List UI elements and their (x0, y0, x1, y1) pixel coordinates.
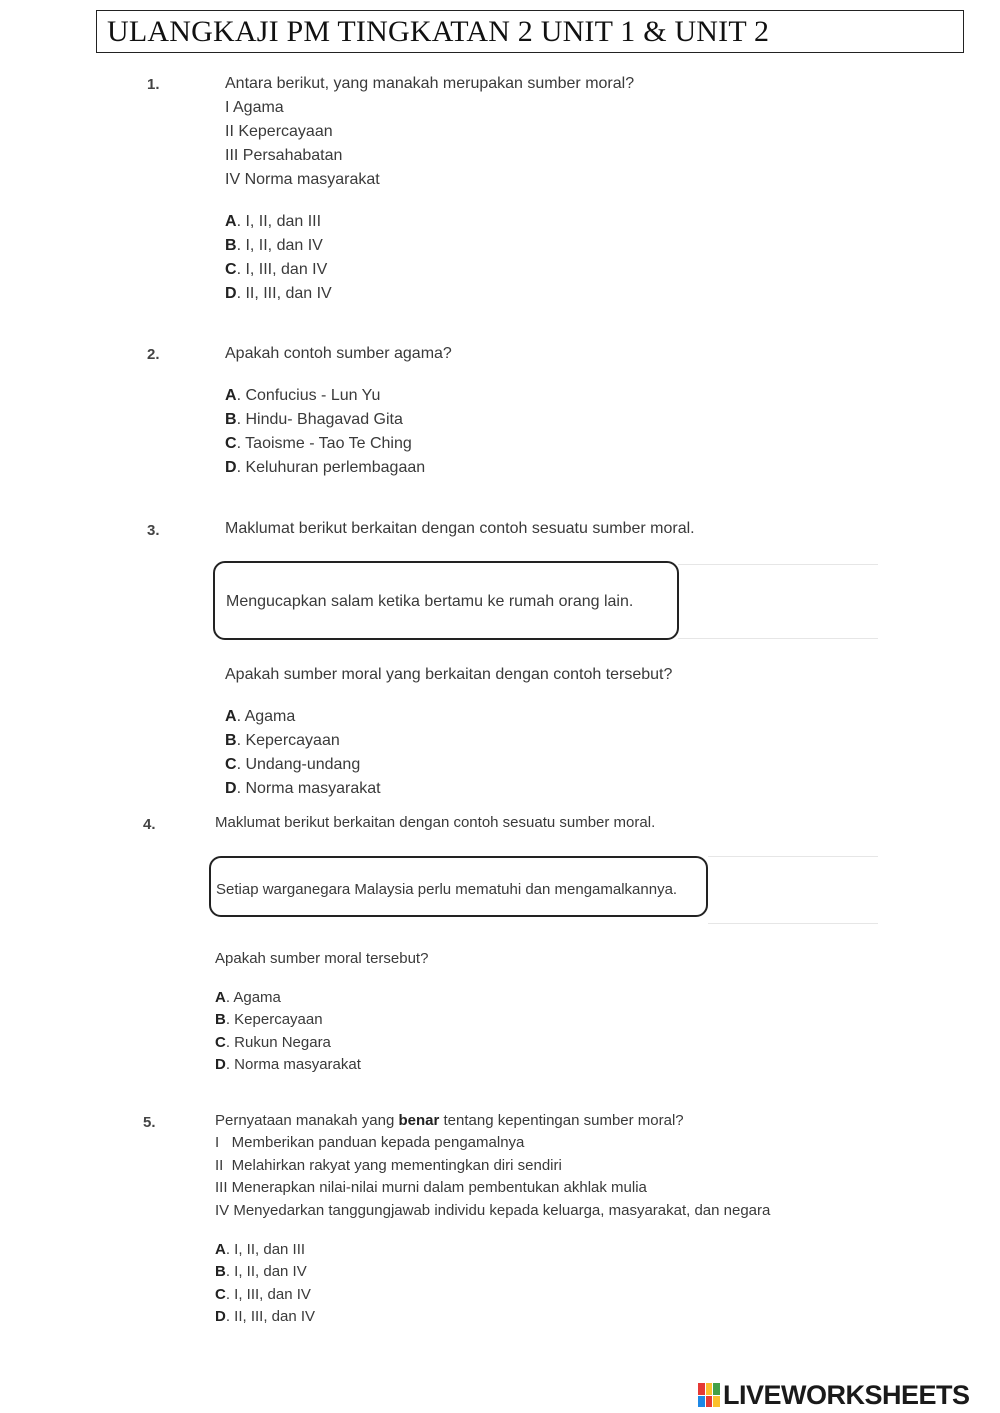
question-1-option-d[interactable]: D. II, III, dan IV (225, 285, 332, 302)
logo-square (706, 1396, 713, 1408)
info-box (213, 561, 679, 640)
question-1-statement: III Persahabatan (225, 147, 343, 164)
question-4-number: 4. (143, 816, 156, 833)
title-box (96, 10, 964, 53)
question-3-question: Apakah sumber moral yang berkaitan dengan contoh tersebut? (225, 666, 673, 683)
question-4-question: Apakah sumber moral tersebut? (215, 950, 429, 967)
question-5-option-a[interactable]: A. I, II, dan III (215, 1241, 306, 1258)
question-5-stem: Pernyataan manakah yang benar tentang kepentingan sumber moral? (215, 1112, 684, 1129)
question-5-statement: II Melahirkan rakyat yang mementingkan diri sendiri (215, 1157, 562, 1174)
question-5-statement: IV Menyedarkan tanggungjawab individu kepada keluarga, masyarakat, dan negara (215, 1202, 771, 1219)
logo-square (698, 1383, 705, 1395)
question-5-option-d[interactable]: D. II, III, dan IV (215, 1308, 316, 1325)
question-2-option-b[interactable]: B. Hindu- Bhagavad Gita (225, 411, 403, 428)
divider (708, 923, 878, 924)
question-5-number: 5. (143, 1114, 156, 1131)
logo-square (713, 1396, 720, 1408)
question-1-option-b[interactable]: B. I, II, dan IV (225, 237, 323, 254)
question-1-number: 1. (147, 76, 160, 93)
question-4-option-b[interactable]: B. Kepercayaan (215, 1011, 323, 1028)
question-1-statement: I Agama (225, 99, 284, 116)
liveworksheets-logo[interactable] (698, 1379, 970, 1411)
question-1-option-c[interactable]: C. I, III, dan IV (225, 261, 328, 278)
question-1-statement: II Kepercayaan (225, 123, 333, 140)
question-3-stem: Maklumat berikut berkaitan dengan contoh sesuatu sumber moral. (225, 520, 695, 537)
question-2-option-d[interactable]: D. Keluhuran perlembagaan (225, 459, 426, 476)
question-2-option-a[interactable]: A. Confucius - Lun Yu (225, 387, 381, 404)
logo-text: LIVEWORKSHEETS (723, 1379, 970, 1410)
question-1-stem: Antara berikut, yang manakah merupakan sumber moral? (225, 75, 635, 92)
question-3-option-a[interactable]: A. Agama (225, 708, 296, 725)
question-5-option-b[interactable]: B. I, II, dan IV (215, 1263, 307, 1280)
question-3-option-b[interactable]: B. Kepercayaan (225, 732, 340, 749)
divider (708, 856, 878, 857)
question-4-option-d[interactable]: D. Norma masyarakat (215, 1056, 361, 1073)
question-2-number: 2. (147, 346, 160, 363)
question-1-statement: IV Norma masyarakat (225, 171, 380, 188)
question-3-number: 3. (147, 522, 160, 539)
logo-square (706, 1383, 713, 1395)
logo-square (698, 1396, 705, 1408)
question-4-option-c[interactable]: C. Rukun Negara (215, 1034, 331, 1051)
info-box-text: Setiap warganegara Malaysia perlu mematuhi dan mengamalkannya. (216, 881, 678, 898)
question-1-option-a[interactable]: A. I, II, dan III (225, 213, 322, 230)
divider (678, 564, 878, 565)
question-4-option-a[interactable]: A. Agama (215, 989, 281, 1006)
question-3-option-d[interactable]: D. Norma masyarakat (225, 780, 381, 797)
logo-icon (698, 1383, 720, 1407)
logo-square (713, 1383, 720, 1395)
question-2-stem: Apakah contoh sumber agama? (225, 345, 452, 362)
divider (678, 638, 878, 639)
question-5-option-c[interactable]: C. I, III, dan IV (215, 1286, 311, 1303)
question-2-option-c[interactable]: C. Taoisme - Tao Te Ching (225, 435, 412, 452)
question-5-statement: I Memberikan panduan kepada pengamalnya (215, 1134, 525, 1151)
info-box (209, 856, 708, 917)
question-3-option-c[interactable]: C. Undang-undang (225, 756, 361, 773)
page-title: ULANGKAJI PM TINGKATAN 2 UNIT 1 & UNIT 2 (107, 15, 770, 48)
info-box-text: Mengucapkan salam ketika bertamu ke rumah orang lain. (226, 593, 634, 610)
question-4-stem: Maklumat berikut berkaitan dengan contoh sesuatu sumber moral. (215, 814, 656, 831)
question-5-statement: III Menerapkan nilai-nilai murni dalam pembentukan akhlak mulia (215, 1179, 647, 1196)
